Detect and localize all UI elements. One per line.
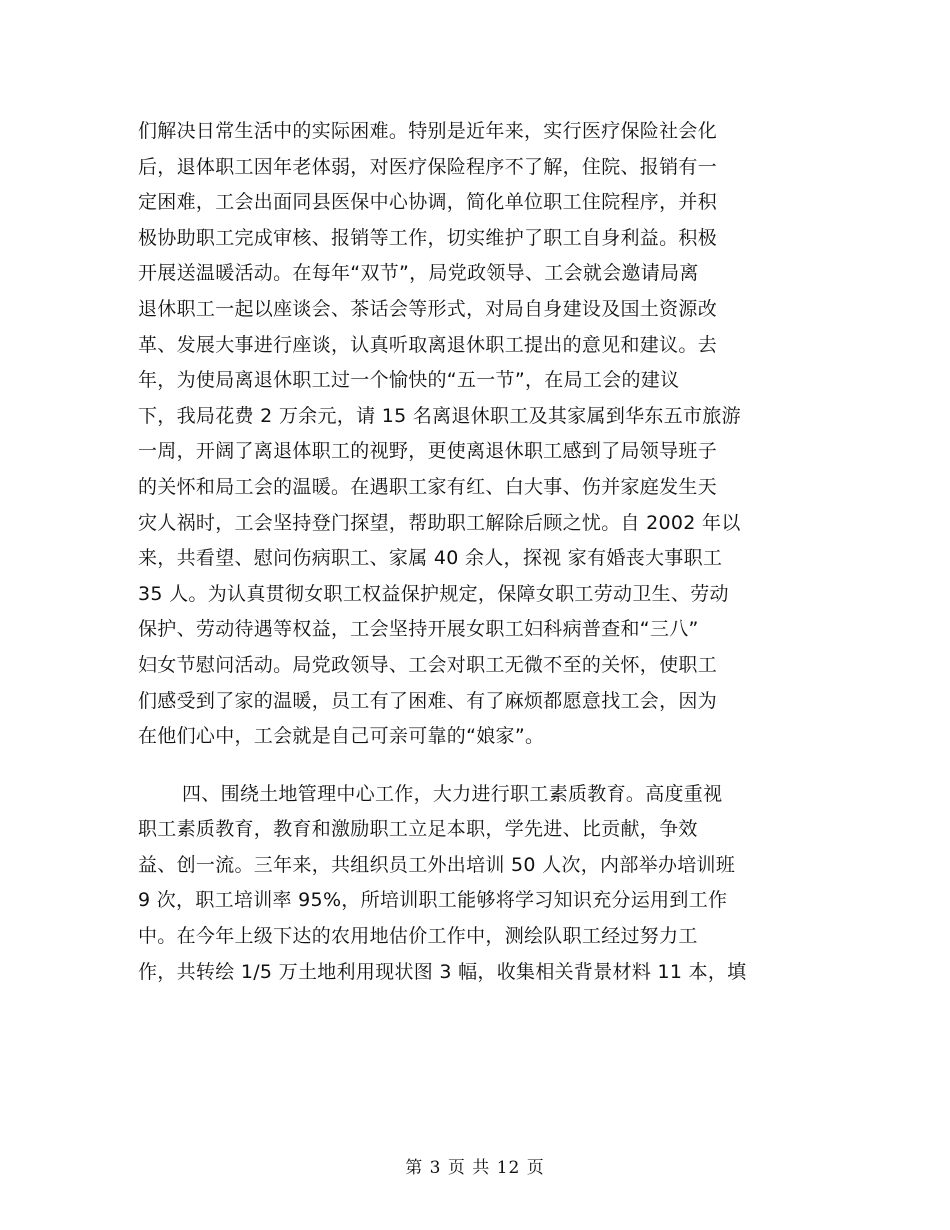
text-line: 退休职工一起以座谈会、茶话会等形式，对局自身建设及国土资源改 xyxy=(138,297,718,320)
text-line: 一周，开阔了离退体职工的视野，更使离退休职工感到了局领导班子 xyxy=(138,440,718,463)
text-line: 们感受到了家的温暖，员工有了困难、有了麻烦都愿意找工会，因为 xyxy=(138,689,718,712)
text-line: 9 次，职工培训率 95%，所培训职工能够将学习知识充分运用到工作 xyxy=(138,889,728,912)
text-line: 来，共看望、慰问伤病职工、家属 40 余人，探视 家有婚丧大事职工 xyxy=(138,547,723,570)
text-line: 35 人。为认真贯彻女职工权益保护规定，保障女职工劳动卫生、劳动 xyxy=(138,582,729,605)
paragraph-heading-line: 四、围绕土地管理中心工作，大力进行职工素质教育。高度重视 xyxy=(182,782,723,805)
text-line: 保护、劳动待遇等权益，工会坚持开展女职工妇科病普查和“三八” xyxy=(138,618,699,641)
text-line: 在他们心中，工会就是自己可亲可靠的“娘家”。 xyxy=(138,725,545,748)
body-text xyxy=(138,114,818,990)
text-line: 中。在今年上级下达的农用地估价工作中，测绘队职工经过努力工 xyxy=(138,925,698,948)
text-line: 们解决日常生活中的实际困难。特别是近年来，实行医疗保险社会化 xyxy=(138,120,718,142)
text-line: 妇女节慰问活动。局党政领导、工会对职工无微不至的关怀，使职工 xyxy=(138,653,718,676)
text-line: 年，为使局离退休职工过一个愉快的“五一节”，在局工会的建议 xyxy=(138,369,680,392)
text-line: 的关怀和局工会的温暖。在遇职工家有红、白大事、伤并家庭发生天 xyxy=(138,475,718,498)
page-number-footer: 第 3 页 共 12 页 xyxy=(405,1158,545,1178)
text-line: 灾人祸时，工会坚持登门探望，帮助职工解除后顾之忧。自 2002 年以 xyxy=(138,511,741,534)
text-line: 革、发展大事进行座谈，认真听取离退休职工提出的意见和建议。去 xyxy=(138,333,718,356)
text-line: 后，退体职工因年老体弱，对医疗保险程序不了解，住院、报销有一 xyxy=(138,155,718,178)
text-line: 下，我局花费 2 万余元，请 15 名离退休职工及其家属到华东五市旅游 xyxy=(138,404,741,427)
text-line: 益、创一流。三年来，共组织员工外出培训 50 人次，内部举办培训班 xyxy=(138,853,736,876)
text-line: 作，共转绘 1/5 万土地利用现状图 3 幅，收集相关背景材料 11 本，填 xyxy=(138,960,747,983)
text-line: 定困难，工会出面同县医保中心协调，简化单位职工住院程序，并积 xyxy=(138,191,718,214)
text-line: 职工素质教育，教育和激励职工立足本职，学先进、比贡献，争效 xyxy=(138,818,698,841)
text-line: 极协助职工完成审核、报销等工作，切实维护了职工自身利益。积极 xyxy=(138,226,718,249)
text-line: 开展送温暖活动。在每年“双节”，局党政领导、工会就会邀请局离 xyxy=(138,262,699,285)
